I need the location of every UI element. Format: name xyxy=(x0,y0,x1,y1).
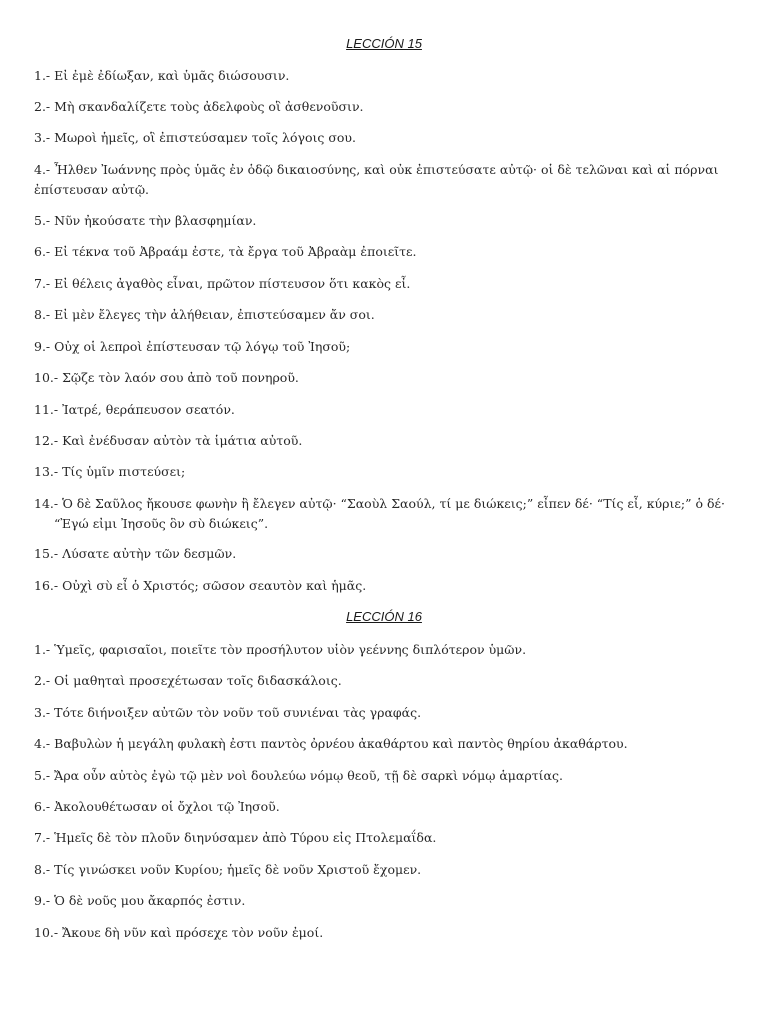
l16-text-4: Βαβυλὼν ἡ μεγάλη φυλακὴ ἐστι παντὸς ὀρνέου ἀκαθάρτου καὶ παντὸς θηρίου ἀκαθάρτου. xyxy=(54,736,628,751)
l16-sentence-6 xyxy=(34,797,734,817)
l15-text-7: Εἰ θέλεις ἀγαθὸς εἶναι, πρῶτον πίστευσον ὅτι κακὸς εἶ. xyxy=(54,276,411,291)
l15-text-10: Σῷζε τὸν λαόν σου ἀπὸ τοῦ πονηροῦ. xyxy=(62,370,299,385)
l16-number-8: 8.- xyxy=(34,862,51,877)
l15-number-9: 9.- xyxy=(34,339,51,354)
l16-text-1: Ὑμεῖς, φαρισαῖοι, ποιεῖτε τὸν προσήλυτον υἱὸν γεέννης διπλότερον ὑμῶν. xyxy=(54,642,527,657)
lesson-16-title: LECCIÓN 16 xyxy=(346,609,422,624)
l15-number-10: 10.- xyxy=(34,370,59,385)
l15-sentence-15 xyxy=(34,544,734,564)
l15-sentence-8 xyxy=(34,305,734,325)
l15-text-4: Ἦλθεν Ἰωάννης πρὸς ὑμᾶς ἐν ὁδῷ δικαιοσύνης, καὶ οὐκ ἐπιστεύσατε αὐτῷ· οἱ δὲ τελῶναι καὶ αἱ πόρναι xyxy=(54,162,719,177)
l16-sentence-2 xyxy=(34,671,734,691)
l15-sentence-13 xyxy=(34,462,734,482)
l15-sentence-9 xyxy=(34,337,734,357)
l15-text-5: Νῦν ἠκούσατε τὴν βλασφημίαν. xyxy=(54,213,257,228)
l15-number-11: 11.- xyxy=(34,402,59,417)
l15-number-7: 7.- xyxy=(34,276,51,291)
l15-sentence-7 xyxy=(34,274,734,294)
l16-sentence-1 xyxy=(34,640,734,660)
l16-number-6: 6.- xyxy=(34,799,51,814)
l15-sentence-5 xyxy=(34,211,734,231)
l15-text-4-cont: ἐπίστευσαν αὐτῷ. xyxy=(34,182,150,197)
l15-sentence-3 xyxy=(34,128,734,148)
lesson-15-title: LECCIÓN 15 xyxy=(346,36,422,51)
l15-number-15: 15.- xyxy=(34,546,59,561)
l15-sentence-1 xyxy=(34,66,734,86)
l15-number-12: 12.- xyxy=(34,433,59,448)
l15-sentence-10 xyxy=(34,368,734,388)
l15-number-6: 6.- xyxy=(34,244,51,259)
l15-text-14-cont: “Ἐγώ εἰμι Ἰησοῦς ὃν σὺ διώκεις”. xyxy=(54,516,269,531)
l16-sentence-7 xyxy=(34,828,734,848)
l15-sentence-4 xyxy=(34,160,734,200)
l16-number-7: 7.- xyxy=(34,830,51,845)
l15-number-3: 3.- xyxy=(34,130,51,145)
l15-sentence-12 xyxy=(34,431,734,451)
l16-text-7: Ἡμεῖς δὲ τὸν πλοῦν διηνύσαμεν ἀπὸ Τύρου εἰς Πτολεμαΐδα. xyxy=(54,830,437,845)
l16-text-2: Οἱ μαθηταὶ προσεχέτωσαν τοῖς διδασκάλοις. xyxy=(54,673,342,688)
l16-sentence-10 xyxy=(34,923,734,943)
l16-sentence-8 xyxy=(34,860,734,880)
l15-number-13: 13.- xyxy=(34,464,59,479)
l16-number-10: 10.- xyxy=(34,925,59,940)
l16-text-8: Τίς γινώσκει νοῦν Κυρίου; ἡμεῖς δὲ νοῦν Χριστοῦ ἔχομεν. xyxy=(54,862,422,877)
l15-text-15: Λύσατε αὐτὴν τῶν δεσμῶν. xyxy=(62,546,237,561)
l16-number-9: 9.- xyxy=(34,893,51,908)
l16-number-1: 1.- xyxy=(34,642,51,657)
l15-text-6: Εἰ τέκνα τοῦ Ἀβραάμ ἐστε, τὰ ἔργα τοῦ Ἀβραὰμ ἐποιεῖτε. xyxy=(54,244,417,259)
l16-number-2: 2.- xyxy=(34,673,51,688)
l16-number-4: 4.- xyxy=(34,736,51,751)
l16-sentence-5 xyxy=(34,766,734,786)
l15-text-1: Εἰ ἐμὲ ἐδίωξαν, καὶ ὑμᾶς διώσουσιν. xyxy=(54,68,290,83)
l15-number-5: 5.- xyxy=(34,213,51,228)
l15-text-8: Εἰ μὲν ἔλεγες τὴν ἀλήθειαν, ἐπιστεύσαμεν ἄν σοι. xyxy=(54,307,375,322)
l15-number-1: 1.- xyxy=(34,68,51,83)
l16-sentence-4 xyxy=(34,734,734,754)
l15-text-16: Οὐχὶ σὺ εἶ ὁ Χριστός; σῶσον σεαυτὸν καὶ ἡμᾶς. xyxy=(62,578,367,593)
l16-text-3: Τότε διήνοιξεν αὐτῶν τὸν νοῦν τοῦ συνιέναι τὰς γραφάς. xyxy=(54,705,422,720)
l16-sentence-9 xyxy=(34,891,734,911)
l15-number-4: 4.- xyxy=(34,162,51,177)
l15-text-14: Ὁ δὲ Σαῦλος ἤκουσε φωνὴν ἣ ἔλεγεν αὐτῷ· “Σαοὺλ Σαούλ, τί με διώκεις;” εἶπεν δέ· “Τίς εἶ, κύριε;” ὁ δέ· xyxy=(62,496,725,511)
l16-number-5: 5.- xyxy=(34,768,51,783)
l15-text-11: Ἰατρέ, θεράπευσον σεατόν. xyxy=(62,402,235,417)
l15-sentence-11 xyxy=(34,400,734,420)
l15-number-16: 16.- xyxy=(34,578,59,593)
l15-number-14: 14.- xyxy=(34,496,59,511)
l15-number-8: 8.- xyxy=(34,307,51,322)
l16-number-3: 3.- xyxy=(34,705,51,720)
l15-sentence-2 xyxy=(34,97,734,117)
l15-number-2: 2.- xyxy=(34,99,51,114)
l15-text-13: Τίς ὑμῖν πιστεύσει; xyxy=(62,464,186,479)
l15-text-3: Μωροὶ ἡμεῖς, οἳ ἐπιστεύσαμεν τοῖς λόγοις σου. xyxy=(54,130,356,145)
l16-text-10: Ἄκουε δὴ νῦν καὶ πρόσεχε τὸν νοῦν ἐμοί. xyxy=(62,925,324,940)
l16-text-9: Ὁ δὲ νοῦς μου ἄκαρπός ἐστιν. xyxy=(54,893,246,908)
l16-text-5: Ἄρα οὖν αὐτὸς ἐγὼ τῷ μὲν νοὶ δουλεύω νόμῳ θεοῦ, τῇ δὲ σαρκὶ νόμῳ ἁμαρτίας. xyxy=(54,768,563,783)
l16-sentence-3 xyxy=(34,703,734,723)
l16-text-6: Ἀκολουθέτωσαν οἱ ὄχλοι τῷ Ἰησοῦ. xyxy=(54,799,280,814)
l15-text-12: Καὶ ἐνέδυσαν αὐτὸν τὰ ἱμάτια αὐτοῦ. xyxy=(62,433,303,448)
l15-text-9: Οὐχ οἱ λεπροὶ ἐπίστευσαν τῷ λόγῳ τοῦ Ἰησοῦ; xyxy=(54,339,351,354)
l15-sentence-16 xyxy=(34,576,734,596)
l15-sentence-14 xyxy=(34,494,734,534)
l15-sentence-6 xyxy=(34,242,734,262)
l15-text-2: Μὴ σκανδαλίζετε τοὺς ἀδελφοὺς οἳ ἀσθενοῦσιν. xyxy=(54,99,364,114)
